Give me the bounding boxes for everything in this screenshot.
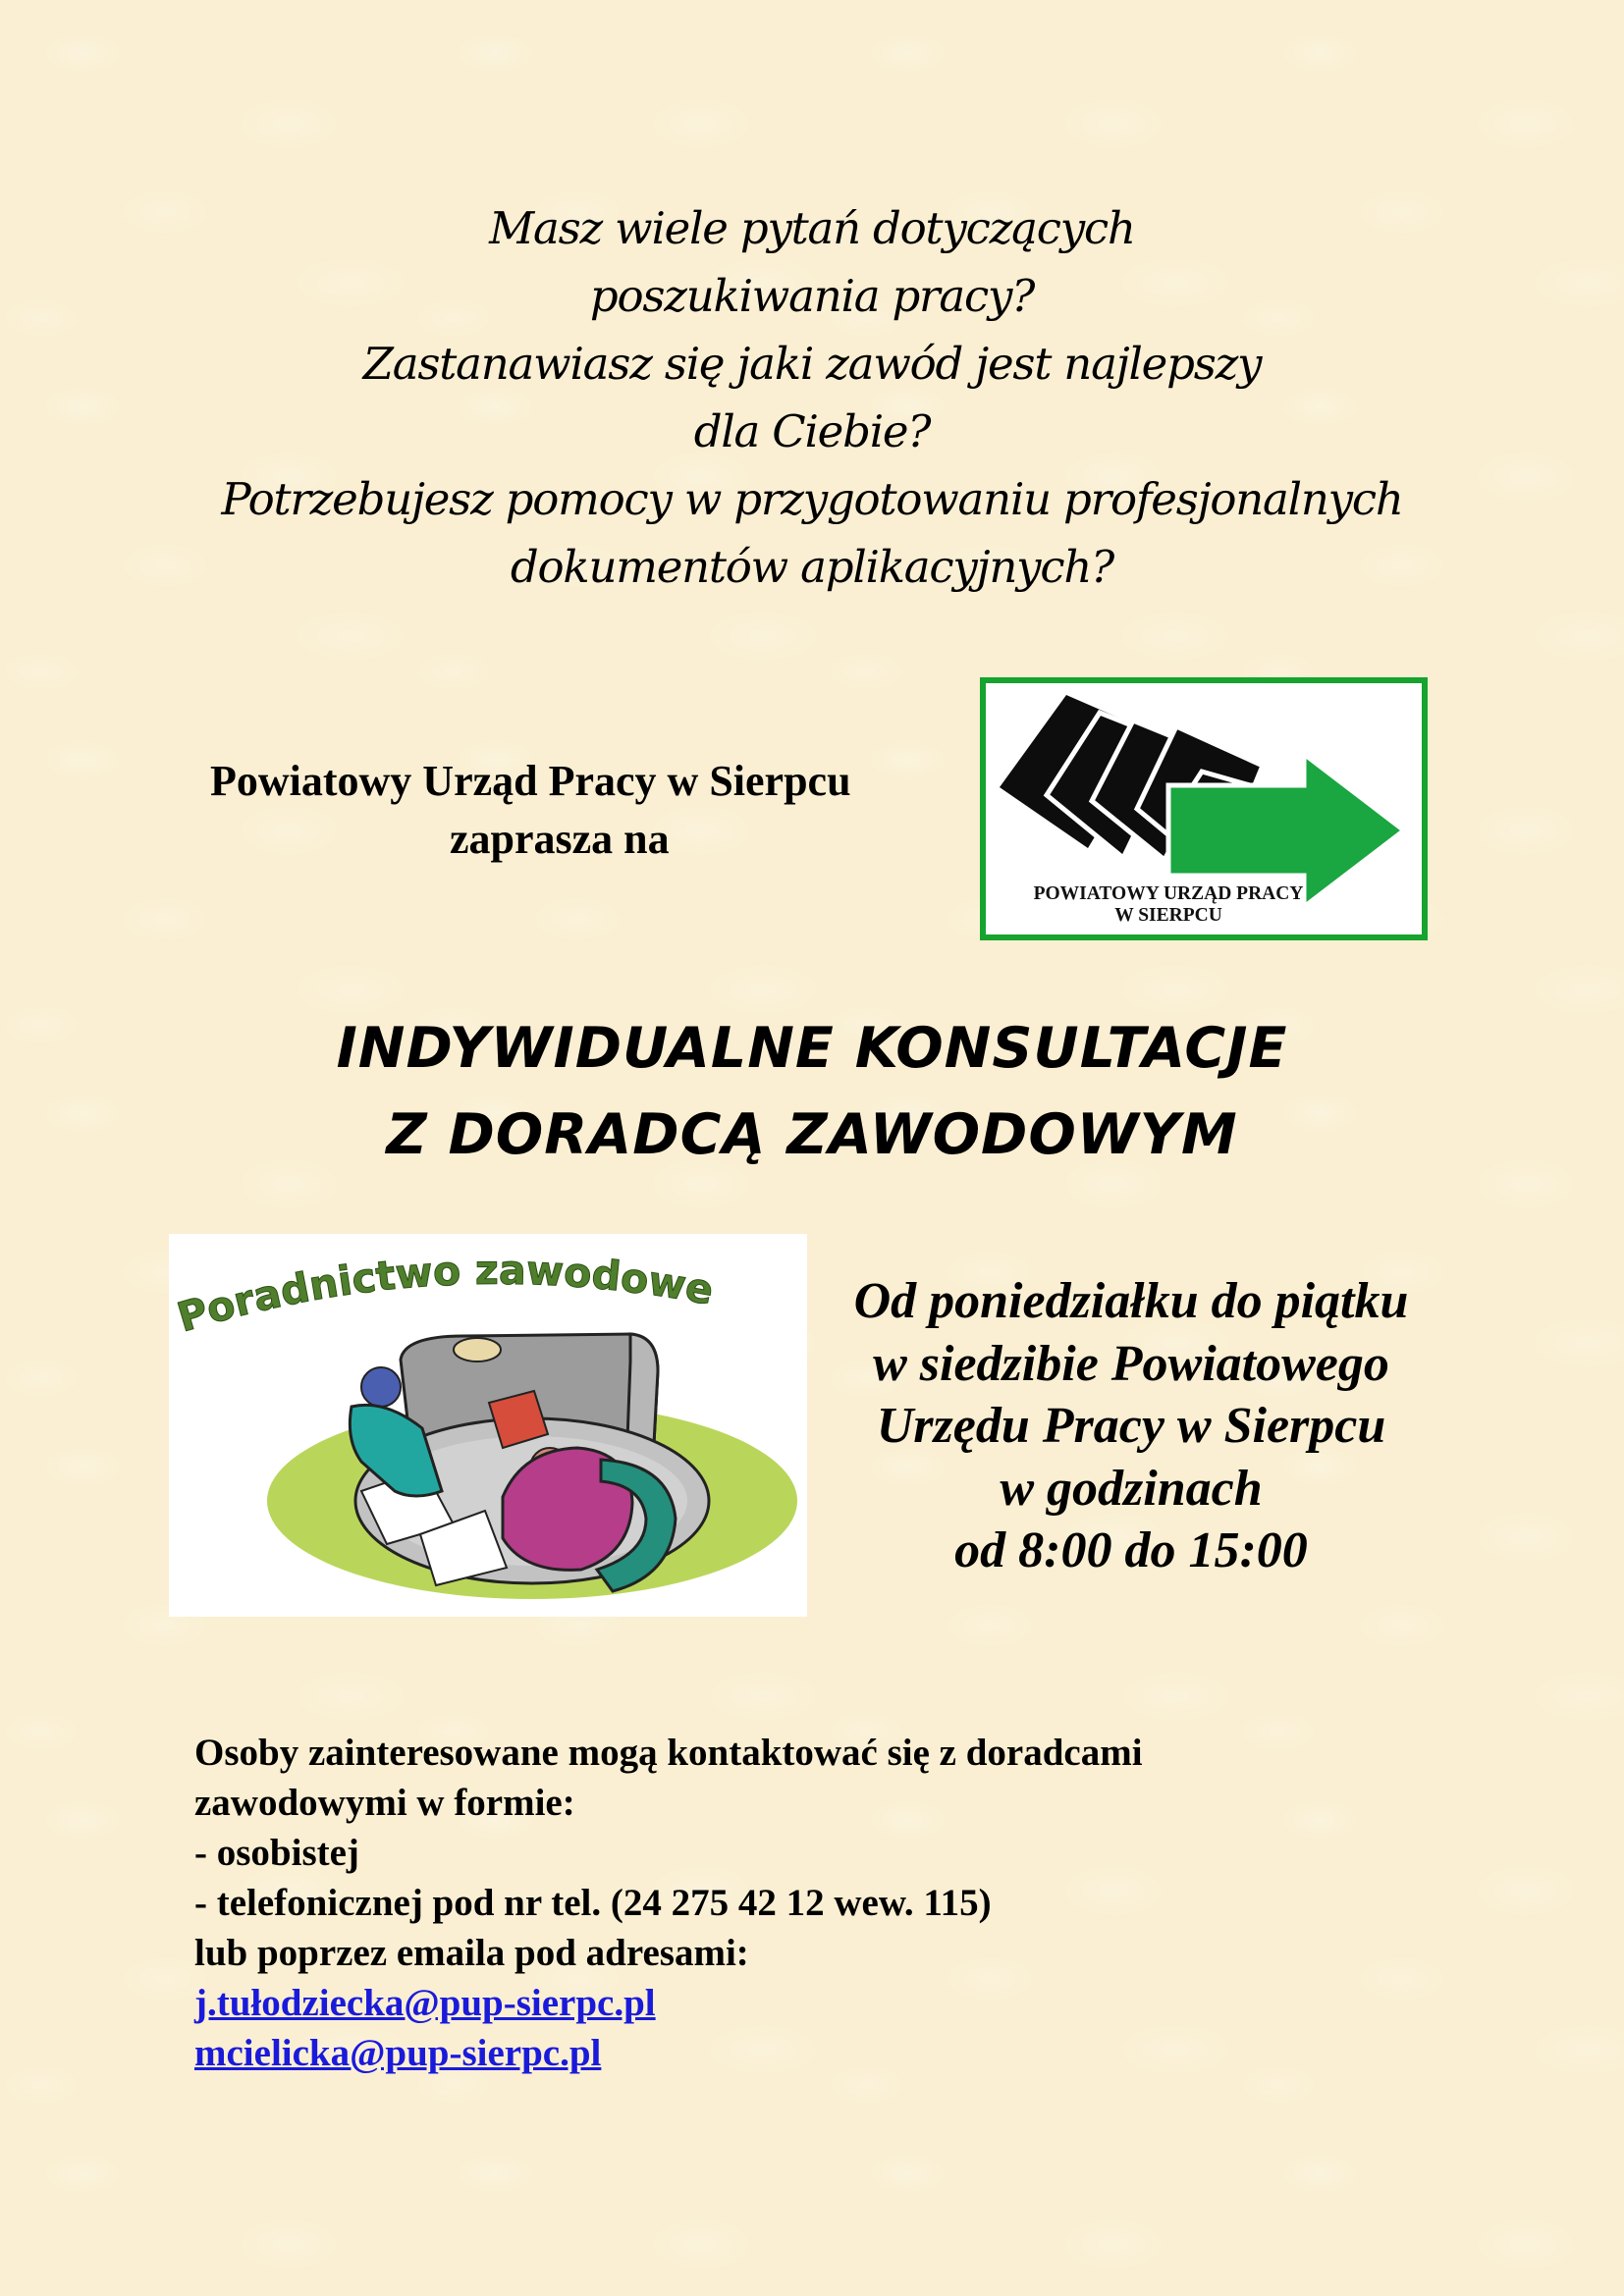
intro-line: Potrzebujesz pomocy w przygotowaniu profesjonalnych xyxy=(221,473,1403,525)
intro-line: dla Ciebie? xyxy=(693,405,931,457)
clipart-caption: Poradnictwo zawodowe xyxy=(172,1246,718,1342)
office-logo xyxy=(980,677,1428,940)
intro-line: poszukiwania pracy? xyxy=(589,270,1035,322)
counseling-illustration-icon xyxy=(169,1234,807,1617)
logo-caption-line1: POWIATOWY URZĄD PRACY xyxy=(1033,883,1304,904)
phone-icon xyxy=(454,1338,501,1362)
invitation-line-invites: zaprasza na xyxy=(450,815,670,863)
intro-line: Masz wiele pytań dotyczących xyxy=(489,202,1135,254)
intro-line: dokumentów aplikacyjnych? xyxy=(510,541,1114,593)
email-link-1[interactable]: j.tułodziecka@pup-sierpc.pl xyxy=(194,1982,656,2024)
hours-line: w siedzibie Powiatowego xyxy=(873,1335,1389,1392)
email-link-2[interactable]: mcielicka@pup-sierpc.pl xyxy=(194,2032,602,2074)
hours-line: Od poniedziałku do piątku xyxy=(853,1273,1409,1329)
intro-questions xyxy=(147,194,1477,601)
contact-line: - telefonicznej pod nr tel. (24 275 42 12 wew. 115) xyxy=(194,1882,992,1924)
hours-line: od 8:00 do 15:00 xyxy=(954,1522,1308,1578)
headline-line2: Z DORADCĄ ZAWODOWYM xyxy=(386,1102,1238,1167)
logo-caption-line2: W SIERPCU xyxy=(1114,905,1222,926)
contact-line: - osobistej xyxy=(194,1832,359,1874)
headline-line1: INDYWIDUALNE KONSULTACJE xyxy=(336,1016,1288,1081)
person-head-icon xyxy=(361,1367,401,1407)
invitation-line-office: Powiatowy Urząd Pracy w Sierpcu xyxy=(210,757,851,805)
hours-line: Urzędu Pracy w Sierpcu xyxy=(876,1398,1386,1454)
contact-line: Osoby zainteresowane mogą kontaktować się z doradcami xyxy=(194,1732,1143,1774)
contact-line: zawodowymi w formie: xyxy=(194,1782,575,1824)
contact-line: lub poprzez emaila pod adresami: xyxy=(194,1932,749,1974)
opening-hours xyxy=(827,1270,1435,1582)
hours-line: w godzinach xyxy=(1000,1460,1263,1517)
counseling-clipart xyxy=(169,1234,807,1617)
intro-line: Zastanawiasz się jaki zawód jest najlepszy xyxy=(362,338,1262,390)
contact-info xyxy=(194,1728,1471,2078)
invitation-text xyxy=(157,752,992,868)
headline xyxy=(157,1005,1467,1178)
logo-caption xyxy=(986,883,1351,927)
